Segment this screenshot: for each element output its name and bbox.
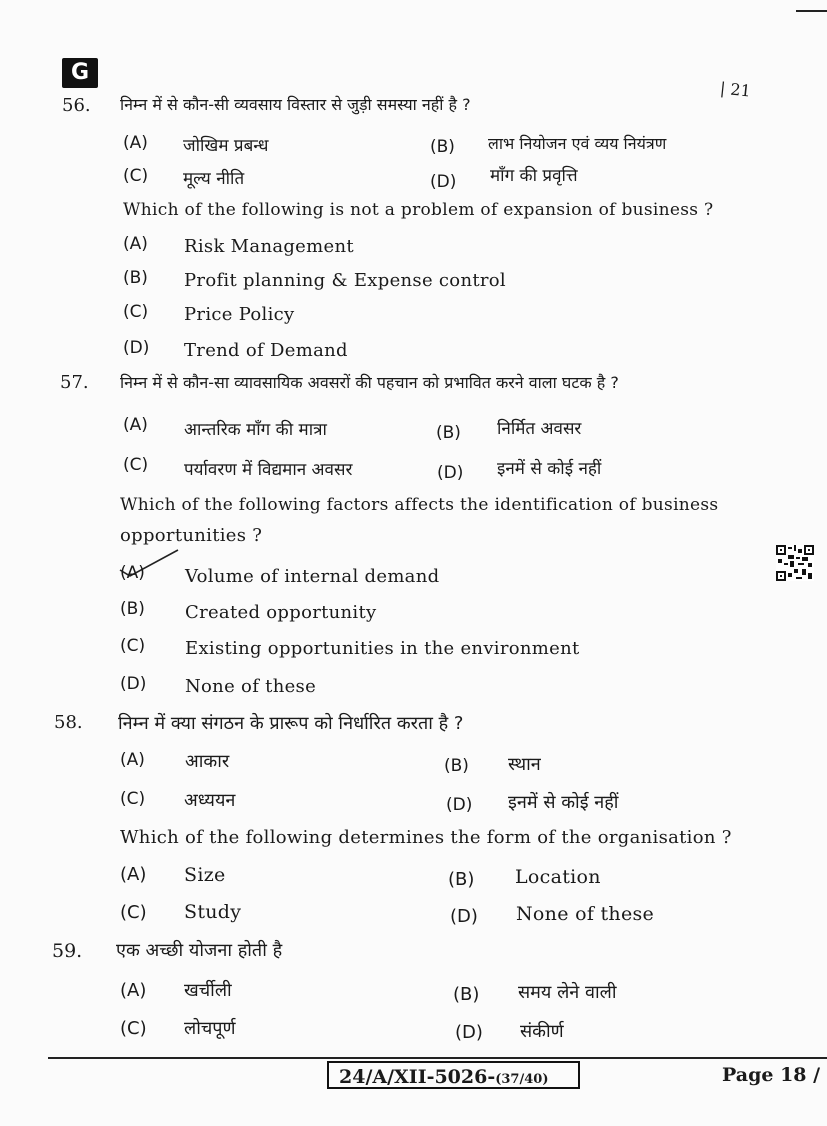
q58-en-c: Study	[184, 901, 242, 923]
q56-hi-c-label: (C)	[123, 166, 149, 186]
q57-hi-c-label: (C)	[123, 455, 149, 475]
q57-en-a: Volume of internal demand	[185, 566, 440, 587]
q59-hindi: एक अच्छी योजना होती है	[116, 940, 283, 961]
q57-hi-b-label: (B)	[436, 423, 461, 443]
q57-en-a-label: (A)	[120, 563, 145, 583]
q57-hi-c: पर्यावरण में विद्यमान अवसर	[184, 460, 353, 480]
q56-en-d-label: (D)	[123, 338, 150, 358]
q59-hi-c: लोचपूर्ण	[184, 1018, 236, 1039]
q59-hi-d-label: (D)	[455, 1022, 483, 1043]
q56-english: Which of the following is not a problem of expansion of business ?	[123, 200, 714, 220]
q57-en-d: None of these	[185, 676, 317, 697]
q56-en-c-label: (C)	[123, 302, 149, 322]
q57-en-c-label: (C)	[120, 636, 146, 656]
q57-hi-a-label: (A)	[123, 415, 148, 435]
q58-hi-b-label: (B)	[444, 756, 469, 776]
q56-en-d: Trend of Demand	[184, 340, 348, 361]
paper-code-suffix: (37/40)	[495, 1072, 549, 1087]
q56-hindi: निम्न में से कौन-सी व्यवसाय विस्तार से जुड़ी समस्या नहीं है ?	[120, 95, 471, 114]
q57-number: 57.	[60, 372, 89, 393]
q58-en-d: None of these	[516, 903, 655, 925]
q59-hi-b: समय लेने वाली	[518, 982, 617, 1003]
paper-code: 24/A/XII-5026-	[339, 1066, 496, 1088]
q58-hi-c-label: (C)	[120, 789, 146, 809]
q58-english: Which of the following determines the form of the organisation ?	[120, 827, 732, 848]
q58-hi-d-label: (D)	[446, 795, 473, 815]
q56-hi-d: माँग की प्रवृत्ति	[490, 166, 578, 186]
q56-en-b-label: (B)	[123, 268, 148, 288]
q59-number: 59.	[52, 940, 83, 962]
q56-en-a: Risk Management	[184, 236, 354, 257]
q58-hi-a: आकार	[185, 751, 230, 772]
q58-en-d-label: (D)	[450, 906, 478, 927]
q56-hi-b-label: (B)	[430, 137, 455, 157]
q56-hi-c: मूल्य नीति	[183, 169, 245, 189]
q57-en-b: Created opportunity	[185, 602, 377, 623]
q57-hi-d: इनमें से कोई नहीं	[497, 459, 602, 479]
q57-english-line2: opportunities ?	[120, 525, 263, 546]
top-rule	[796, 10, 827, 12]
q57-en-c: Existing opportunities in the environment	[185, 638, 580, 659]
paper-code-box	[327, 1061, 580, 1089]
q56-en-a-label: (A)	[123, 234, 148, 254]
q57-en-d-label: (D)	[120, 674, 147, 694]
q56-hi-d-label: (D)	[430, 172, 457, 192]
q58-number: 58.	[54, 712, 83, 733]
q57-hi-b: निर्मित अवसर	[497, 419, 582, 439]
q59-hi-a: खर्चीली	[184, 980, 232, 1001]
q59-hi-d: संकीर्ण	[520, 1021, 564, 1042]
q58-hi-c: अध्ययन	[184, 790, 236, 811]
page-number: Page 18 /	[722, 1064, 821, 1086]
q56-hi-a-label: (A)	[123, 133, 148, 153]
q58-hindi: निम्न में क्या संगठन के प्रारूप को निर्धारित करता है ?	[118, 713, 464, 734]
q56-hi-b: लाभ नियोजन एवं व्यय नियंत्रण	[488, 134, 667, 153]
q58-en-c-label: (C)	[120, 902, 147, 923]
q58-hi-d: इनमें से कोई नहीं	[508, 792, 619, 813]
q57-hi-a: आन्तरिक माँग की मात्रा	[184, 420, 327, 440]
q56-hi-a: जोखिम प्रबन्ध	[183, 136, 269, 156]
q57-hi-d-label: (D)	[437, 463, 464, 483]
q56-number: 56.	[62, 95, 91, 116]
q56-en-c: Price Policy	[184, 304, 295, 325]
q58-en-b: Location	[515, 866, 601, 888]
q59-hi-a-label: (A)	[120, 980, 147, 1001]
q58-en-a: Size	[184, 864, 226, 886]
page-mark: | 21	[719, 78, 752, 101]
q56-en-b: Profit planning & Expense control	[184, 270, 506, 291]
footer-rule	[48, 1057, 827, 1059]
q58-en-a-label: (A)	[120, 864, 147, 885]
q58-hi-b: स्थान	[508, 754, 541, 775]
q57-english-line1: Which of the following factors affects the identification of business	[120, 495, 719, 515]
q57-hindi: निम्न में से कौन-सा व्यावसायिक अवसरों की पहचान को प्रभावित करने वाला घटक है ?	[120, 373, 619, 392]
q57-en-b-label: (B)	[120, 599, 145, 619]
q58-hi-a-label: (A)	[120, 750, 145, 770]
q58-en-b-label: (B)	[448, 869, 475, 890]
q59-hi-c-label: (C)	[120, 1018, 147, 1039]
q59-hi-b-label: (B)	[453, 984, 480, 1005]
qr-code	[776, 545, 814, 581]
set-badge: G	[62, 58, 98, 88]
